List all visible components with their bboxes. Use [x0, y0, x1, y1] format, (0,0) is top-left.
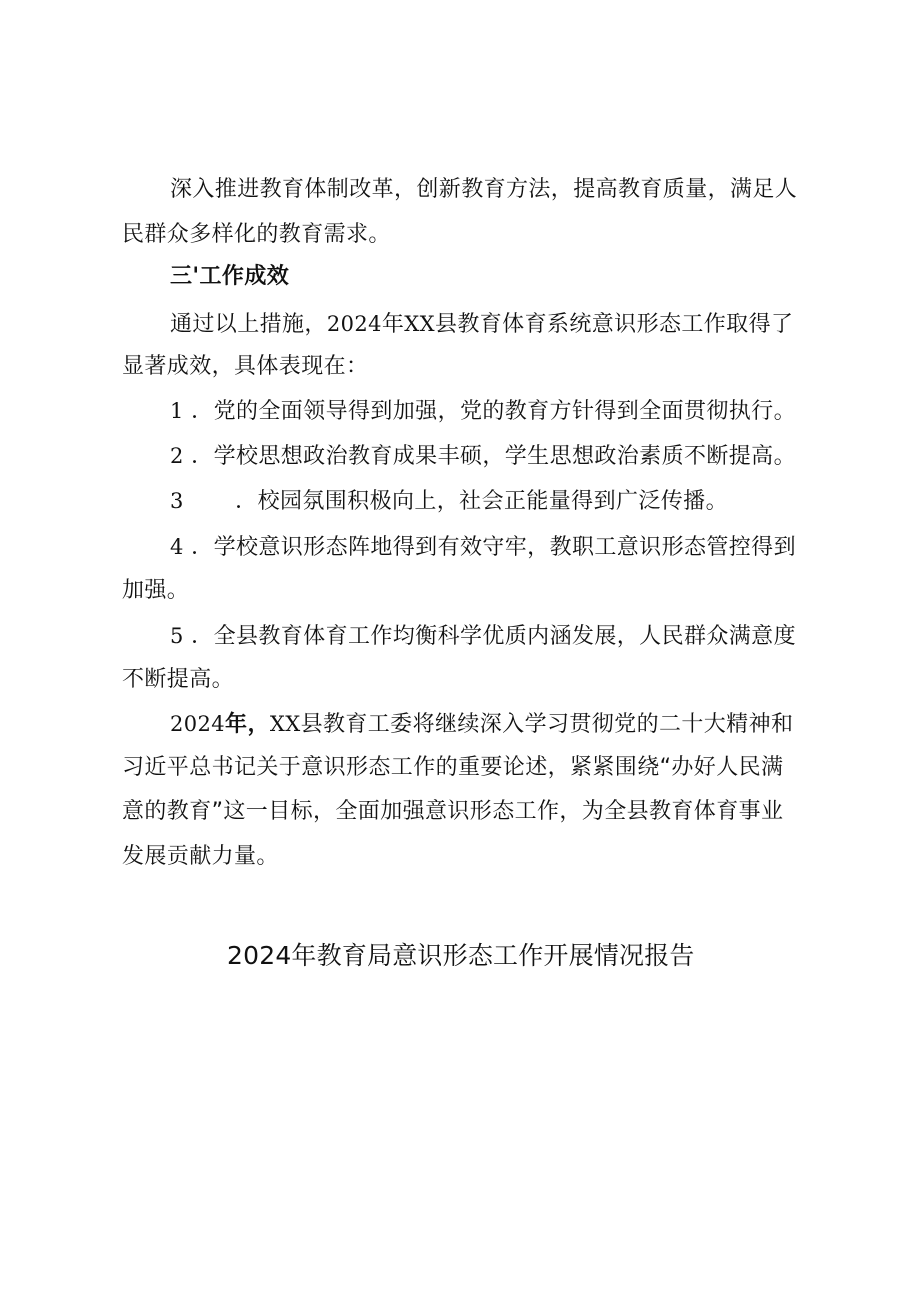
text-span: 年: [381, 312, 405, 337]
list-text: ．全县教育体育工作均衡科学优质内涵发展，人民群众满意度: [191, 624, 796, 649]
list-number: 4: [170, 535, 184, 559]
list-text: ．校园氛围积极向上，社会正能量得到广泛传播。: [235, 489, 728, 514]
year-number: 2024: [326, 312, 382, 336]
list-number: 2: [170, 444, 184, 468]
paragraph-line: 显著成效，具体表现在：: [122, 354, 369, 379]
paragraph-line: [170, 309, 793, 340]
list-item-continuation: 加强。: [122, 578, 190, 603]
paragraph-line: [170, 709, 793, 740]
list-item: [170, 396, 796, 427]
paragraph-line: 深入推进教育体制改革，创新教育方法，提高教育质量，满足人: [170, 177, 798, 202]
list-item: [170, 621, 796, 652]
paragraph-line: 习近平总书记关于意识形态工作的重要论述，紧紧围绕“办好人民满: [122, 755, 784, 780]
list-number: 3: [170, 489, 184, 513]
county-placeholder: XX: [404, 312, 435, 336]
list-text: ．党的全面领导得到加强，党的教育方针得到全面贯彻执行。: [191, 399, 796, 424]
text-span: 年，: [225, 712, 270, 737]
text-span: 通过以上措施，: [170, 312, 327, 337]
list-item-continuation: 不断提高。: [122, 667, 235, 692]
list-text: ．学校意识形态阵地得到有效守牢，教职工意识形态管控得到: [191, 535, 796, 560]
paragraph-line: 民群众多样化的教育需求。: [122, 222, 391, 247]
paragraph-line: 意的教育”这一目标，全面加强意识形态工作，为全县教育体育事业: [122, 799, 784, 824]
year-number: 2024: [170, 712, 226, 736]
document-title: 2024年教育局意识形态工作开展情况报告: [227, 941, 695, 970]
list-number: 1: [170, 399, 184, 423]
section-heading: 三'工作成效: [170, 264, 290, 289]
county-placeholder: XX: [269, 712, 301, 736]
list-item: [170, 486, 728, 517]
list-item: [170, 441, 796, 472]
list-text: ．学校思想政治教育成果丰硕，学生思想政治素质不断提高。: [191, 444, 796, 469]
list-item: [170, 532, 796, 563]
paragraph-line: 发展贡献力量。: [122, 844, 279, 869]
text-span: 县教育体育系统意识形态工作取得了: [434, 312, 794, 337]
text-span: 县教育工委将继续深入学习贯彻党的二十大精神和: [300, 712, 794, 737]
list-number: 5: [170, 624, 184, 648]
